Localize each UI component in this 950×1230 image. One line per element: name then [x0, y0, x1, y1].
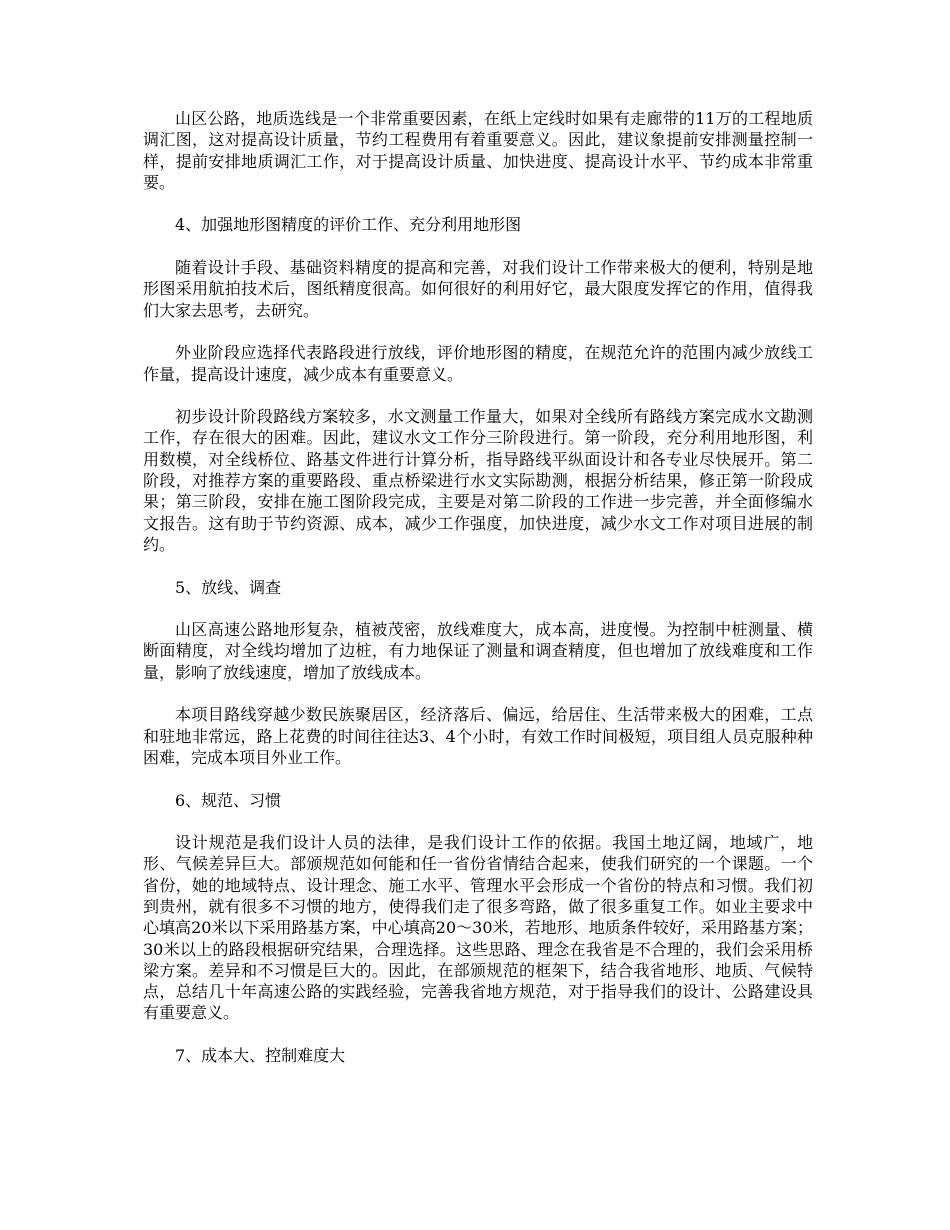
section-heading-4: 4、加强地形图精度的评价工作、充分利用地形图 — [175, 215, 522, 235]
paragraph-topo-precision: 随着设计手段、基础资料精度的提高和完善，对我们设计工作带来极大的便利，特别是地形图采用航拍技术后，图纸精度很高。如何很好的利用好它，最大限度发挥它的作用，值得我们大家去思考，去研究。 — [143, 258, 813, 320]
paragraph-design-codes: 设计规范是我们设计人员的法律，是我们设计工作的依据。我国土地辽阔，地域广，地形、气候差异巨大。部颁规范如何能和任一省份省情结合起来，使我们研究的一个课题。一个省份，她的地域特点、设计理念、施工水平、管理水平会形成一个省份的特点和习惯。我们初到贵州，就有很多不习惯的地方，使得我们走了很多弯路，做了很多重复工作。如业主要求中心填高20米以下采用路基方案，中心填高20～30米，若地形、地质条件较好，采用路基方案；30米以上的路段根据研究结果，合理选择。这些思路、理念在我省是不合理的，我们会采用桥梁方案。差异和不习惯是巨大的。因此，在部颁规范的框架下，结合我省地形、地质、气候特点，总结几十年高速公路的实践经验，完善我省地方规范，对于指导我们的设计、公路建设具有重要意义。 — [143, 833, 813, 1023]
paragraph-remote-area: 本项目路线穿越少数民族聚居区，经济落后、偏远，给居住、生活带来极大的困难，工点和驻地非常远，路上花费的时间往往达3、4个小时，有效工作时间极短，项目组人员克服种种困难，完成本项目外业工作。 — [143, 705, 813, 767]
paragraph-hydrology-stages: 初步设计阶段路线方案较多，水文测量工作量大，如果对全线所有路线方案完成水文勘测工作，存在很大的困难。因此，建议水文工作分三阶段进行。第一阶段，充分利用地形图，利用数模，对全线桥位、路基文件进行计算分析，指导路线平纵面设计和各专业尽快展开。第二阶段，对推荐方案的重要路段、重点桥梁进行水文实际勘测，根据分析结果，修正第一阶段成果；第三阶段，安排在施工图阶段完成，主要是对第二阶段的工作进一步完善，并全面修编水文报告。这有助于节约资源、成本，减少工作强度，加快进度，减少水文工作对项目进展的制约。 — [143, 407, 813, 554]
document-body — [143, 108, 813, 1066]
paragraph-field-staking: 外业阶段应选择代表路段进行放线，评价地形图的精度，在规范允许的范围内减少放线工作量，提高设计速度，减少成本有重要意义。 — [143, 343, 813, 384]
paragraph-terrain-difficulty: 山区高速公路地形复杂，植被茂密，放线难度大，成本高，进度慢。为控制中桩测量、横断面精度，对全线均增加了边桩，有力地保证了测量和调查精度，但也增加了放线难度和工作量，影响了放线速度，增加了放线成本。 — [143, 620, 813, 682]
paragraph-geology-route: 山区公路，地质选线是一个非常重要因素，在纸上定线时如果有走廊带的11万的工程地质调汇图，这对提高设计质量，节约工程费用有着重要意义。因此，建议象提前安排测量控制一样，提前安排地质调汇工作，对于提高设计质量、加快进度、提高设计水平、节约成本非常重要。 — [143, 109, 813, 192]
section-heading-7: 7、成本大、控制难度大 — [175, 1046, 346, 1066]
section-heading-5: 5、放线、调查 — [175, 577, 282, 597]
section-heading-6: 6、规范、习惯 — [175, 790, 282, 810]
